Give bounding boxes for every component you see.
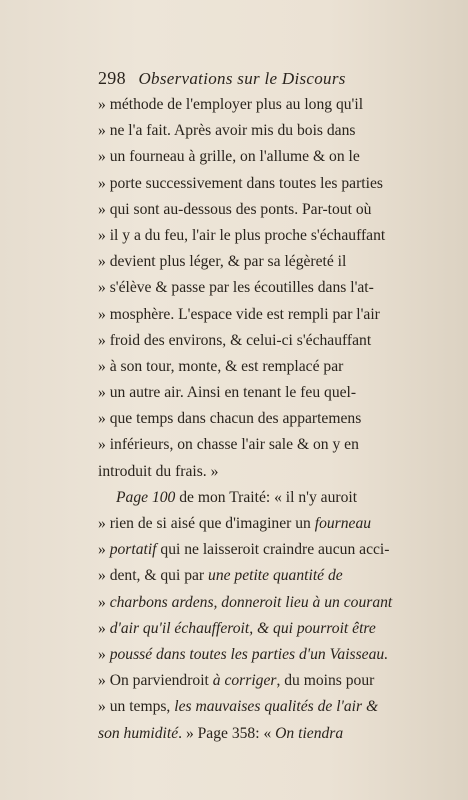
text-line — [98, 380, 434, 406]
text-segment: » On parviendroit — [98, 672, 213, 690]
italic-text: charbons ardens, donneroit lieu à un courant — [109, 593, 393, 611]
italic-text: d'air qu'il échaufferoit, & qui pourroit être — [109, 619, 376, 637]
text-line — [98, 223, 434, 249]
text-line — [98, 328, 434, 354]
italic-text: fourneau — [314, 515, 372, 532]
italic-text: à corriger — [212, 672, 277, 690]
text-line — [98, 302, 434, 328]
text-line — [98, 197, 434, 223]
text-segment: » mosphère. L'espace vide est rempli par l'air — [98, 305, 380, 323]
italic-text: les mauvaises qualités de l'air & — [174, 698, 379, 716]
text-segment: » s'élève & passe par les écoutilles dans l'at- — [98, 279, 374, 297]
text-segment: » froid des environs, & celui-ci s'échauffant — [98, 331, 372, 349]
text-line — [98, 354, 434, 380]
text-segment: » un temps, — [98, 698, 175, 716]
text-segment: » — [98, 645, 110, 663]
text-segment: » ne l'a fait. Après avoir mis du bois dans — [98, 122, 356, 140]
text-line — [98, 511, 434, 537]
text-segment: introduit du frais. » — [98, 462, 219, 480]
text-segment: » — [98, 619, 110, 637]
text-segment: » à son tour, monte, & est remplacé par — [98, 357, 344, 375]
text-line — [98, 171, 434, 197]
text-line — [98, 694, 434, 720]
text-segment: » rien de si aisé que d'imaginer un — [98, 515, 315, 532]
text-segment: » inférieurs, on chasse l'air sale & on y en — [98, 436, 359, 454]
text-segment: » porte successivement dans toutes les parties — [98, 174, 383, 192]
text-line — [98, 590, 434, 616]
italic-text: une petite quantité de — [208, 567, 343, 585]
text-line — [98, 92, 434, 118]
running-header — [98, 68, 346, 89]
text-segment: de mon Traité: « il n'y auroit — [175, 488, 358, 506]
text-line — [98, 275, 434, 301]
text-segment: » méthode de l'employer plus au long qu'il — [98, 96, 364, 113]
text-line — [98, 459, 434, 485]
text-segment: » — [98, 593, 110, 611]
text-segment: » un fourneau à grille, on l'allume & on le — [98, 148, 360, 166]
text-line — [98, 537, 434, 563]
italic-text: Page 100 — [116, 488, 176, 506]
text-segment: » que temps dans chacun des appartemens — [98, 410, 362, 428]
page-number: 298 — [98, 68, 126, 88]
text-segment: » qui sont au-dessous des ponts. Par-tout où — [98, 200, 372, 218]
text-segment: qui ne laisseroit craindre aucun acci- — [156, 541, 390, 559]
text-line — [98, 563, 434, 589]
text-line — [98, 642, 434, 668]
text-line — [98, 616, 434, 642]
text-segment: » — [98, 541, 110, 559]
text-line — [98, 249, 434, 275]
italic-text: On tiendra — [275, 724, 344, 742]
text-segment: . » Page 358: « — [178, 724, 276, 742]
text-line — [98, 668, 434, 694]
italic-text: son humidité — [98, 724, 179, 742]
text-segment: » il y a du feu, l'air le plus proche s'échauffant — [98, 226, 386, 244]
text-line — [98, 144, 434, 170]
text-segment: , du moins pour — [276, 672, 375, 690]
text-line — [98, 406, 434, 432]
running-title: Observations sur le Discours — [138, 69, 346, 88]
italic-text: poussé dans toutes les parties d'un Vaisseau. — [109, 645, 389, 663]
text-line — [98, 721, 434, 747]
text-segment: » un autre air. Ainsi en tenant le feu quel- — [98, 384, 357, 402]
text-line — [98, 432, 434, 458]
text-line — [98, 118, 434, 144]
text-segment: » devient plus léger, & par sa légèreté il — [98, 253, 347, 271]
italic-text: portatif — [109, 541, 157, 559]
body-text — [98, 92, 434, 747]
text-segment: » dent, & qui par — [98, 567, 209, 585]
text-line — [98, 485, 434, 511]
